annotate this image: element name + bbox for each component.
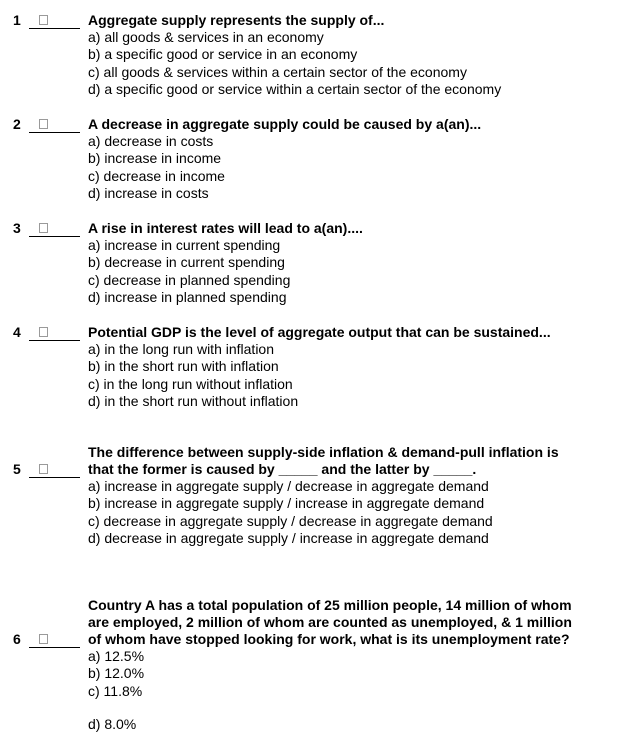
- question-stem: Potential GDP is the level of aggregate output that can be sustained...: [88, 324, 551, 340]
- checkbox-icon[interactable]: [39, 464, 48, 474]
- question-number: 5: [13, 461, 21, 477]
- question-number: 2: [13, 116, 21, 132]
- option-d: d) a specific good or service within a certain sector of the economy: [88, 81, 502, 98]
- option-c: c) decrease in income: [88, 167, 225, 184]
- option-a: a) 12.5%: [88, 648, 145, 664]
- checkbox-icon[interactable]: [39, 327, 48, 337]
- checkbox-icon[interactable]: [39, 15, 48, 25]
- answer-blank[interactable]: [29, 324, 80, 341]
- option-a: a) in the long run with inflation: [88, 341, 274, 357]
- question-stem-line-1: The difference between supply-side inflation & demand-pull inflation is: [88, 444, 559, 460]
- answer-blank[interactable]: [29, 220, 80, 237]
- option-b: b) a specific good or service in an economy: [88, 46, 358, 63]
- option-c: c) decrease in aggregate supply / decrease in aggregate demand: [88, 512, 493, 529]
- question-stem-line-2: that the former is caused by _____ and the latter by _____.: [88, 461, 477, 477]
- option-b: b) increase in aggregate supply / increase in aggregate demand: [88, 495, 485, 512]
- option-a: a) all goods & services in an economy: [88, 29, 324, 45]
- option-d: d) increase in costs: [88, 185, 209, 202]
- question-stem: A rise in interest rates will lead to a(an)....: [88, 220, 363, 236]
- option-c: c) in the long run without inflation: [88, 375, 293, 392]
- option-b: b) 12.0%: [88, 665, 145, 682]
- question-number: 6: [13, 631, 21, 647]
- question-stem-line-1: Country A has a total population of 25 million people, 14 million of whom: [88, 597, 572, 613]
- question-stem-line-2: are employed, 2 million of whom are counted as unemployed, & 1 million: [88, 614, 572, 630]
- answer-blank[interactable]: [29, 461, 80, 478]
- question-stem: Aggregate supply represents the supply of...: [88, 12, 385, 28]
- option-a: a) decrease in costs: [88, 133, 214, 149]
- option-a: a) increase in current spending: [88, 237, 281, 253]
- option-c: c) 11.8%: [88, 682, 143, 699]
- question-number: 1: [13, 12, 21, 28]
- option-c: c) all goods & services within a certain sector of the economy: [88, 63, 467, 80]
- answer-blank[interactable]: [29, 631, 80, 648]
- checkbox-icon[interactable]: [39, 634, 48, 644]
- option-d: d) 8.0%: [88, 716, 137, 733]
- option-c: c) decrease in planned spending: [88, 271, 291, 288]
- checkbox-icon[interactable]: [39, 223, 48, 233]
- answer-blank[interactable]: [29, 12, 80, 29]
- answer-blank[interactable]: [29, 116, 80, 133]
- option-d: d) in the short run without inflation: [88, 393, 299, 410]
- option-b: b) increase in income: [88, 150, 222, 167]
- option-spacer: [88, 700, 608, 716]
- option-a: a) increase in aggregate supply / decrease in aggregate demand: [88, 478, 489, 494]
- checkbox-icon[interactable]: [39, 119, 48, 129]
- question-number: 3: [13, 220, 21, 236]
- question-stem-line-3: of whom have stopped looking for work, what is its unemployment rate?: [88, 631, 570, 647]
- option-b: b) in the short run with inflation: [88, 358, 279, 375]
- option-d: d) increase in planned spending: [88, 289, 287, 306]
- question-number: 4: [13, 324, 21, 340]
- option-b: b) decrease in current spending: [88, 254, 285, 271]
- question-stem: A decrease in aggregate supply could be caused by a(an)...: [88, 116, 482, 132]
- option-d: d) decrease in aggregate supply / increase in aggregate demand: [88, 530, 489, 547]
